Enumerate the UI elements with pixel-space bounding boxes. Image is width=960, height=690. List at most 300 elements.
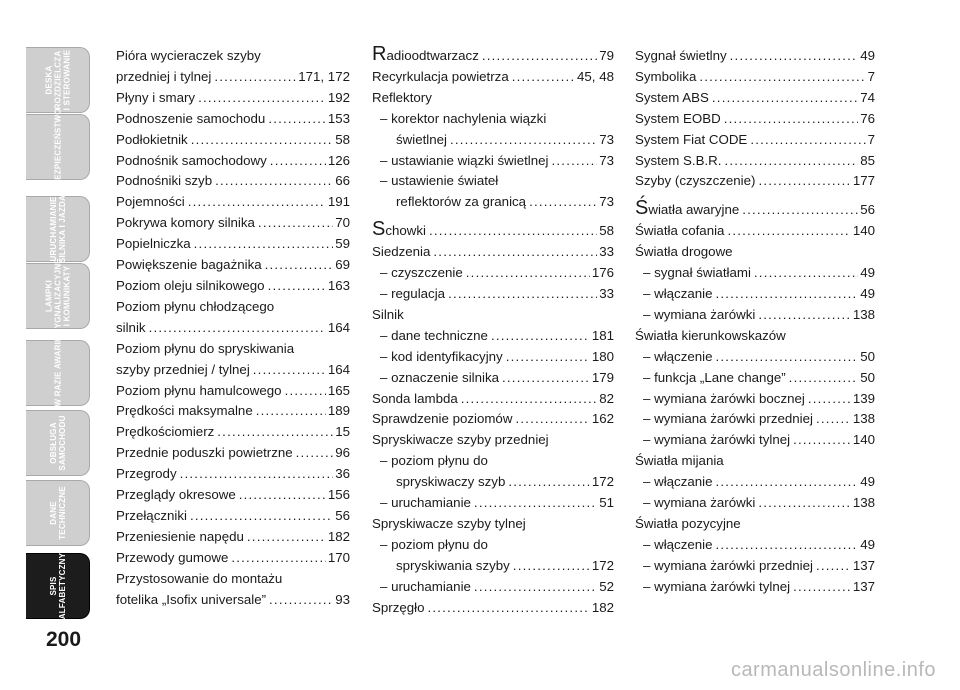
dot-leader [552, 151, 598, 172]
index-entry [635, 130, 875, 151]
index-column-3 [635, 46, 875, 598]
entry-label: Przełączniki [116, 507, 187, 523]
dot-leader [724, 109, 858, 130]
entry-label: Płyny i smary [116, 89, 196, 105]
entry-page: 139 [852, 390, 875, 406]
index-heading: Pióra wycieraczek szyby [116, 48, 261, 63]
entry-label: Podnośnik samochodowy [116, 152, 267, 168]
dot-leader [268, 109, 325, 130]
entry-page: 177 [852, 173, 875, 189]
index-entry [635, 368, 875, 389]
index-heading: Światła pozycyjne [635, 515, 741, 531]
dot-leader [194, 234, 334, 255]
index-entry [372, 242, 614, 263]
entry-text [635, 46, 727, 67]
entry-text [116, 234, 191, 255]
entry-page: 172 [591, 557, 614, 573]
dot-leader [296, 443, 334, 464]
index-heading: Światła drogowe [635, 244, 733, 260]
dot-leader [258, 213, 333, 234]
section-letter: Ś [635, 197, 649, 220]
index-heading: – ustawienie świateł [380, 173, 499, 189]
entry-label: – uruchamianie [380, 495, 471, 511]
entry-page: 49 [860, 265, 875, 281]
index-entry [372, 218, 614, 242]
dot-leader [231, 548, 325, 569]
index-entry [635, 430, 875, 451]
entry-label: System ABS [635, 89, 709, 105]
dot-leader [715, 472, 858, 493]
entry-text [116, 171, 212, 192]
entry-label: chowki [385, 223, 426, 239]
entry-label: – kod identyfikacyjny [380, 348, 503, 364]
section-gap [372, 213, 614, 221]
entry-text [372, 43, 479, 67]
entry-label: Powiększenie bagażnika [116, 257, 262, 273]
entry-page: 15 [335, 424, 350, 440]
entry-page: 69 [335, 257, 350, 273]
tab-uruchamianie[interactable] [26, 196, 90, 262]
entry-text [380, 151, 549, 172]
dot-leader [754, 263, 858, 284]
index-heading: Przystosowanie do montażu [116, 570, 283, 586]
entry-page: 76 [860, 110, 875, 126]
dot-leader [730, 46, 859, 67]
index-entry [635, 171, 875, 192]
entry-text [396, 556, 510, 577]
entry-page: 50 [860, 369, 875, 385]
entry-page: 66 [335, 173, 350, 189]
index-entry [635, 577, 875, 598]
entry-text [643, 284, 712, 305]
dot-leader [712, 88, 858, 109]
dot-leader [450, 130, 597, 151]
entry-page: 36 [335, 466, 350, 482]
index-entry [116, 318, 350, 339]
entry-text [380, 577, 471, 598]
index-entry [372, 577, 614, 598]
index-entry [635, 535, 875, 556]
dot-leader [217, 422, 333, 443]
entry-page: 137 [852, 557, 875, 573]
dot-leader [482, 46, 597, 67]
entry-page: 156 [327, 487, 350, 503]
entry-label: przedniej i tylnej [116, 68, 212, 84]
entry-text [116, 422, 214, 443]
index-entry [635, 263, 875, 284]
dot-leader [758, 305, 850, 326]
dot-leader [268, 276, 326, 297]
tab-lampki[interactable] [26, 258, 90, 334]
entry-page: 153 [327, 110, 350, 126]
entry-text [380, 493, 471, 514]
dot-leader [502, 368, 590, 389]
entry-label: – regulacja [380, 285, 446, 301]
entry-page: 138 [852, 495, 875, 511]
dot-leader [427, 598, 589, 619]
entry-label: Sprawdzenie poziomów [372, 411, 513, 427]
dot-leader [513, 556, 590, 577]
entry-label: – wymiana żarówki tylnej [643, 432, 791, 448]
entry-page: 170 [327, 549, 350, 565]
index-entry [116, 527, 350, 548]
tab-label: OBSŁUGA SAMOCHODU [48, 415, 67, 471]
entry-text [116, 590, 266, 611]
dot-leader [188, 192, 326, 213]
dot-leader [789, 368, 859, 389]
index-entry [372, 192, 614, 213]
index-entry [635, 88, 875, 109]
entry-text [643, 535, 712, 556]
entry-page: 189 [327, 403, 350, 419]
entry-text [396, 472, 505, 493]
entry-label: System EOBD [635, 110, 721, 126]
entry-text [372, 67, 509, 88]
entry-text [372, 242, 430, 263]
entry-page: 182 [591, 599, 614, 615]
entry-label: wiatła awaryjne [648, 202, 740, 218]
index-entry [116, 422, 350, 443]
dot-leader [699, 67, 865, 88]
index-entry [372, 151, 614, 172]
entry-label: – włączenie [643, 536, 713, 552]
entry-page: 182 [327, 528, 350, 544]
entry-label: Sprzęgło [372, 599, 425, 615]
index-entry [635, 305, 875, 326]
entry-text [116, 151, 267, 172]
entry-page: 52 [599, 578, 614, 594]
entry-text [116, 192, 185, 213]
entry-page: 191 [327, 194, 350, 210]
entry-page: 140 [852, 432, 875, 448]
index-entry [635, 493, 875, 514]
entry-label: – wymiana żarówki [643, 306, 756, 322]
entry-label: – wymiana żarówki przedniej [643, 411, 813, 427]
entry-label: Szyby (czyszczenie) [635, 173, 756, 189]
index-entry [116, 485, 350, 506]
entry-page: 58 [599, 223, 614, 239]
dot-leader [727, 221, 850, 242]
index-entry [372, 43, 614, 67]
entry-page: 85 [860, 152, 875, 168]
section-gap [635, 192, 875, 200]
dot-leader [214, 67, 296, 88]
tab-label: W RAZIE AWARII [53, 339, 62, 407]
index-entry [372, 130, 614, 151]
entry-page: 171, 172 [298, 68, 350, 84]
entry-text [635, 197, 740, 221]
index-entry [372, 556, 614, 577]
entry-label: Podłokietnik [116, 131, 188, 147]
dot-leader [816, 556, 851, 577]
entry-page: 7 [867, 131, 875, 147]
entry-text [635, 109, 721, 130]
entry-page: 172 [591, 474, 614, 490]
entry-label: Siedzenia [372, 244, 431, 260]
tab-spis-alfabetyczny[interactable] [26, 553, 90, 619]
index-entry [372, 326, 614, 347]
index-entry [635, 409, 875, 430]
entry-text [643, 472, 712, 493]
entry-label: – włączenie [643, 348, 713, 364]
entry-text [116, 255, 262, 276]
dot-leader [758, 493, 850, 514]
dot-leader [508, 472, 589, 493]
entry-text [116, 67, 211, 88]
dot-leader [448, 284, 597, 305]
dot-leader [491, 326, 590, 347]
entry-label: fotelika „Isofix universale” [116, 591, 267, 607]
entry-page: 93 [335, 591, 350, 607]
entry-label: spryskiwaczy szyb [396, 474, 506, 490]
entry-label: Podnoszenie samochodu [116, 110, 266, 126]
entry-label: spryskiwania szyby [396, 557, 510, 573]
dot-leader [190, 506, 333, 527]
tab-obsluga[interactable] [26, 410, 90, 476]
entry-text [372, 389, 458, 410]
entry-page: 163 [327, 277, 350, 293]
dot-leader [149, 318, 326, 339]
entry-page: 49 [860, 285, 875, 301]
entry-text [380, 347, 503, 368]
entry-label: – wymiana żarówki przedniej [643, 557, 813, 573]
dot-leader [793, 430, 851, 451]
index-heading: Światła mijania [635, 453, 724, 469]
dot-leader [429, 221, 597, 242]
page-number: 200 [46, 628, 82, 651]
tab-label: DESKA ROZDZIELCZA I STEROWANIE [44, 49, 71, 111]
tab-dane-techniczne[interactable] [26, 480, 90, 546]
entry-label: Przednie poduszki powietrzne [116, 445, 293, 461]
entry-label: – wymiana żarówki bocznej [643, 390, 805, 406]
index-entry [372, 284, 614, 305]
index-heading: Spryskiwacze szyby tylnej [372, 515, 526, 531]
index-entry [635, 284, 875, 305]
entry-text [116, 527, 244, 548]
index-entry [635, 151, 875, 172]
entry-label: – oznaczenie silnika [380, 369, 500, 385]
index-entry [116, 88, 350, 109]
tab-label: LAMPKI SYGNALIZACYJNE I KOMUNIKATY [44, 258, 71, 334]
entry-page: 49 [860, 48, 875, 63]
entry-text [372, 598, 424, 619]
index-column-2 [372, 43, 614, 618]
dot-leader [808, 389, 851, 410]
entry-text [116, 109, 265, 130]
index-entry [635, 347, 875, 368]
index-entry [116, 255, 350, 276]
entry-page: 49 [860, 474, 875, 490]
entry-page: 49 [860, 536, 875, 552]
entry-text [116, 443, 293, 464]
index-entry [635, 221, 875, 242]
entry-label: – dane techniczne [380, 327, 488, 343]
entry-text [116, 318, 146, 339]
entry-text [643, 305, 755, 326]
index-entry [372, 67, 614, 88]
entry-label: – uruchamianie [380, 578, 471, 594]
entry-text [116, 506, 187, 527]
entry-label: Poziom oleju silnikowego [116, 277, 265, 293]
dot-leader [750, 130, 865, 151]
tab-label: BEZPIECZEŃSTWO [53, 108, 62, 186]
dot-leader [715, 347, 858, 368]
entry-text [380, 326, 488, 347]
entry-label: Przeniesienie napędu [116, 528, 244, 544]
entry-label: Symbolika [635, 68, 697, 84]
dot-leader [265, 255, 334, 276]
index-entry [116, 67, 350, 88]
index-entry [635, 556, 875, 577]
dot-leader [474, 577, 597, 598]
dot-leader [180, 464, 334, 485]
index-entry [116, 234, 350, 255]
entry-label: szyby przedniej / tylnej [116, 361, 250, 377]
dot-leader [474, 493, 597, 514]
entry-text [372, 218, 426, 242]
entry-page: 82 [599, 390, 614, 406]
index-entry [116, 506, 350, 527]
entry-text [643, 430, 790, 451]
index-entry [372, 368, 614, 389]
entry-text [116, 464, 177, 485]
watermark: carmanualsonline.info [730, 659, 936, 681]
dot-leader [285, 381, 326, 402]
tab-label: URUCHAMIANIE SILNIKA I JAZDA [48, 194, 67, 264]
entry-label: reflektorów za granicą [396, 194, 527, 210]
entry-text [643, 263, 751, 284]
tab-w-razie-awarii[interactable] [26, 340, 90, 406]
dot-leader [270, 151, 326, 172]
entry-label: – wymiana żarówki tylnej [643, 578, 791, 594]
entry-label: – wymiana żarówki [643, 495, 756, 511]
entry-page: 192 [327, 89, 350, 105]
index-heading: – korektor nachylenia wiązki [380, 110, 547, 126]
entry-page: 137 [852, 578, 875, 594]
entry-text [372, 409, 512, 430]
dot-leader [461, 389, 597, 410]
entry-text [116, 401, 253, 422]
entry-text [635, 171, 755, 192]
entry-label: Przeglądy okresowe [116, 487, 236, 503]
entry-label: Recyrkulacja powietrza [372, 68, 509, 84]
tab-bezpieczenstwo[interactable] [26, 108, 90, 186]
index-heading: Poziom płynu chłodzącego [116, 298, 275, 314]
index-entry [116, 151, 350, 172]
entry-page: 180 [591, 348, 614, 364]
entry-text [643, 493, 755, 514]
index-entry [116, 192, 350, 213]
entry-label: System S.B.R. [635, 152, 722, 168]
entry-page: 138 [852, 306, 875, 322]
entry-page: 51 [599, 495, 614, 511]
section-letter: R [372, 43, 387, 65]
index-entry [116, 464, 350, 485]
index-entry [635, 109, 875, 130]
index-entry [635, 472, 875, 493]
entry-label: Prędkościomierz [116, 424, 215, 440]
index-heading: – poziom płynu do [380, 453, 488, 469]
entry-page: 73 [599, 131, 614, 147]
section-letter: S [372, 218, 386, 241]
index-entry [116, 109, 350, 130]
entry-page: 79 [599, 48, 614, 63]
index-entry [635, 67, 875, 88]
index-entry [116, 548, 350, 569]
entry-text [396, 192, 526, 213]
tab-deska-rozdzielcza[interactable] [26, 47, 90, 113]
entry-page: 45, 48 [577, 68, 614, 84]
index-heading: Reflektory [372, 89, 432, 105]
index-entry [372, 409, 614, 430]
entry-page: 140 [852, 223, 875, 239]
entry-label: – sygnał światłami [643, 265, 751, 281]
index-entry [116, 130, 350, 151]
dot-leader [715, 284, 858, 305]
index-entry [635, 389, 875, 410]
entry-text [643, 347, 712, 368]
index-heading: Światła kierunkowskazów [635, 327, 786, 343]
index-entry [116, 171, 350, 192]
dot-leader [515, 409, 589, 430]
entry-page: 138 [852, 411, 875, 427]
entry-page: 181 [591, 327, 614, 343]
entry-page: 74 [860, 89, 875, 105]
entry-label: Prędkości maksymalne [116, 403, 253, 419]
dot-leader [256, 401, 326, 422]
tab-label: DANE TECHNICZNE [48, 486, 67, 540]
dot-leader [724, 151, 858, 172]
entry-page: 56 [335, 507, 350, 523]
index-entry [116, 381, 350, 402]
entry-text [635, 221, 724, 242]
index-entry [372, 493, 614, 514]
entry-text [635, 67, 696, 88]
entry-text [116, 88, 195, 109]
entry-label: adioodtwarzacz [386, 48, 479, 63]
entry-text [116, 548, 228, 569]
entry-text [643, 368, 786, 389]
entry-text [643, 556, 813, 577]
dot-leader [742, 200, 858, 221]
entry-text [643, 577, 790, 598]
entry-label: świetlnej [396, 131, 447, 147]
index-column-1 [116, 46, 350, 610]
index-entry [372, 598, 614, 619]
entry-page: 56 [860, 202, 875, 218]
entry-page: 176 [591, 265, 614, 281]
entry-label: Podnośniki szyb [116, 173, 213, 189]
entry-page: 50 [860, 348, 875, 364]
dot-leader [512, 67, 575, 88]
entry-page: 73 [599, 152, 614, 168]
index-entry [635, 46, 875, 67]
dot-leader [816, 409, 851, 430]
dot-leader [793, 577, 851, 598]
entry-text [380, 263, 463, 284]
index-entry [116, 360, 350, 381]
entry-page: 33 [599, 244, 614, 260]
entry-text [635, 88, 709, 109]
entry-text [116, 381, 282, 402]
tab-label: SPIS ALFABETYCZNY [48, 552, 67, 620]
index-entry [372, 472, 614, 493]
entry-label: – włączanie [643, 285, 713, 301]
entry-label: Przewody gumowe [116, 549, 229, 565]
entry-text [116, 276, 265, 297]
dot-leader [758, 171, 850, 192]
index-entry [116, 276, 350, 297]
